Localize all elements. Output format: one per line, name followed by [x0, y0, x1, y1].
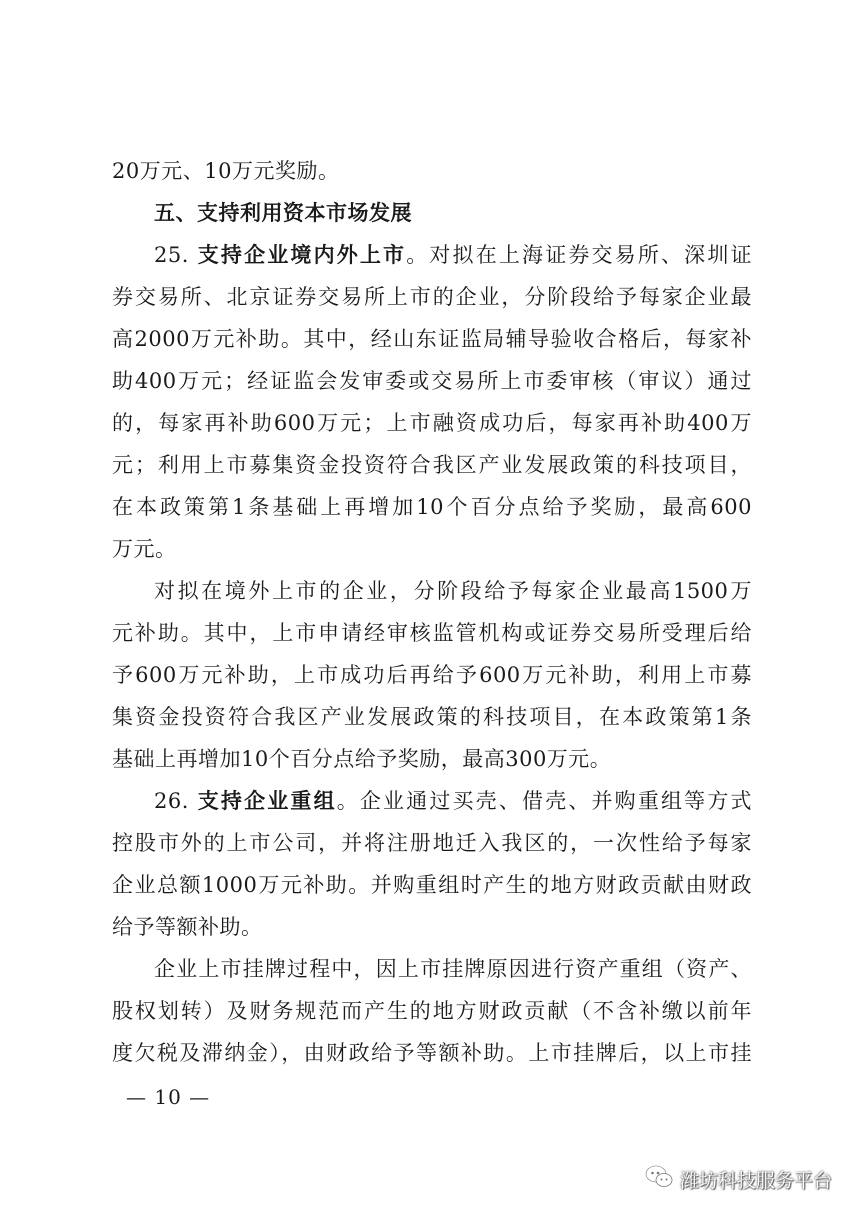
- watermark: [644, 1164, 832, 1194]
- text-line: 券交易所、北京证券交易所上市的企业，分阶段给予每家企业最: [112, 285, 752, 309]
- text-line: [112, 234, 752, 276]
- wechat-icon: [644, 1164, 674, 1195]
- section-heading: 五、支持利用资本市场发展: [154, 201, 412, 225]
- text-line: 高2000万元补助。其中，经山东证监局辅导验收合格后，每家补: [112, 327, 752, 351]
- text-line: 集资金投资符合我区产业发展政策的科技项目，在本政策第1条: [112, 705, 752, 729]
- text-line: 对拟在境外上市的企业，分阶段给予每家企业最高1500万: [154, 579, 752, 603]
- text-line: 万元。: [112, 537, 177, 561]
- text-line: 企业上市挂牌过程中，因上市挂牌原因进行资产重组（资产、: [154, 957, 752, 981]
- item-number: 26.: [154, 789, 189, 813]
- text-line: 股权划转）及财务规范而产生的地方财政贡献（不含补缴以前年: [112, 999, 752, 1023]
- text-line: 20万元、10万元奖励。: [112, 159, 340, 183]
- text-line: 予600万元补助，上市成功后再给予600万元补助，利用上市募: [112, 663, 752, 687]
- item-number: 25.: [154, 243, 189, 267]
- page-number: — 10 —: [126, 1085, 211, 1109]
- text-line: 控股市外的上市公司，并将注册地迁入我区的，一次性给予每家: [112, 831, 752, 855]
- text-run: 。企业通过买壳、借壳、并购重组等方式: [336, 789, 752, 813]
- text-line: 的，每家再补助600万元；上市融资成功后，每家再补助400万: [112, 411, 752, 435]
- text-line: 企业总额1000万元补助。并购重组时产生的地方财政贡献由财政: [112, 873, 752, 897]
- document-body: [112, 150, 752, 1074]
- item-title: 支持企业重组: [197, 789, 337, 813]
- text-line: 度欠税及滞纳金），由财政给予等额补助。上市挂牌后，以上市挂: [112, 1041, 752, 1065]
- text-line: 助400万元；经证监会发审委或交易所上市委审核（审议）通过: [112, 369, 752, 393]
- text-line: [112, 780, 752, 822]
- text-line: 给予等额补助。: [112, 915, 263, 939]
- watermark-text: 潍坊科技服务平台: [679, 1169, 832, 1192]
- text-line: 在本政策第1条基础上再增加10个百分点给予奖励，最高600: [112, 495, 752, 519]
- text-line: 元补助。其中，上市申请经审核监管机构或证券交易所受理后给: [112, 621, 752, 645]
- text-line: 元；利用上市募集资金投资符合我区产业发展政策的科技项目，: [112, 453, 752, 477]
- text-run: 。对拟在上海证券交易所、深圳证: [406, 243, 752, 267]
- text-line: 基础上再增加10个百分点给予奖励，最高300万元。: [112, 747, 612, 771]
- item-title: 支持企业境内外上市: [197, 243, 407, 267]
